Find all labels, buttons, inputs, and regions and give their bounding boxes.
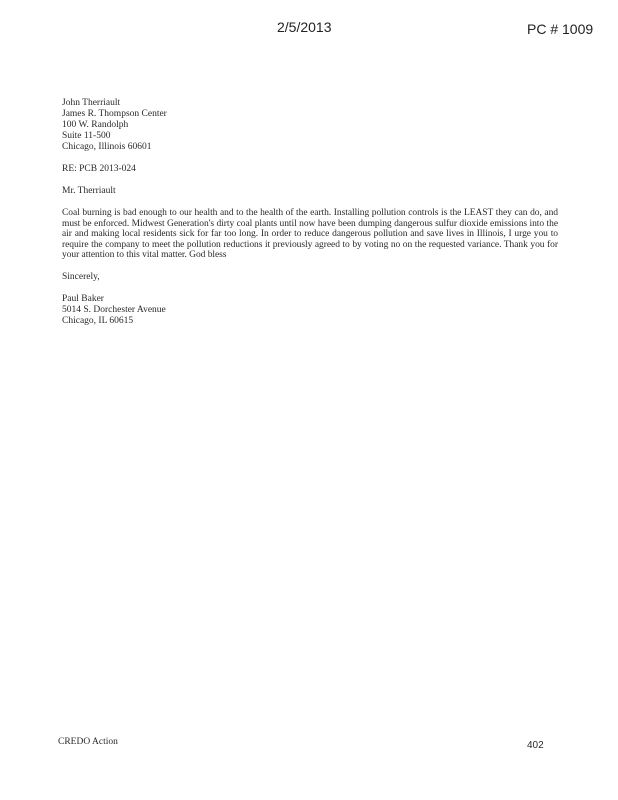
salutation: Mr. Therriault bbox=[62, 186, 116, 196]
letter-paragraph: Coal burning is bad enough to our health and to the health of the earth. Installing pollution controls is the LEAST they can do, and must be enforced. Midwest Generation's dirty coal plants until now have been dumping dangerous sulfur dioxide emissions into the air and making local residents sick for far too long. In order to reduce dangerous pollution and save lives in Illinois, I urge you to require the company to meet the pollution reductions it previously agreed to by voting no on the requested variance. Thank you for your attention to this vital matter. God bless bbox=[62, 208, 558, 261]
recipient-address-line: James R. Thompson Center bbox=[62, 109, 167, 119]
recipient-address bbox=[62, 98, 558, 153]
sender-address-line: Chicago, IL 60615 bbox=[62, 315, 134, 326]
recipient-name: John Therriault bbox=[62, 98, 121, 108]
recipient-address-line: 100 W. Randolph bbox=[62, 120, 129, 130]
closing: Sincerely, bbox=[62, 271, 100, 282]
footer-page-number: 402 bbox=[527, 740, 544, 751]
sender-address-line: 5014 S. Dorchester Avenue bbox=[62, 304, 166, 315]
footer-source: CREDO Action bbox=[58, 737, 118, 747]
recipient-address-line: Chicago, Illinois 60601 bbox=[62, 142, 152, 152]
header-pc-number: PC # 1009 bbox=[527, 21, 594, 37]
signature-block bbox=[62, 294, 558, 327]
recipient-address-line: Suite 11-500 bbox=[62, 131, 111, 141]
header-date: 2/5/2013 bbox=[277, 19, 332, 35]
reference-line: RE: PCB 2013-024 bbox=[62, 164, 136, 174]
sender-name: Paul Baker bbox=[62, 293, 104, 304]
letter-body bbox=[62, 98, 558, 327]
